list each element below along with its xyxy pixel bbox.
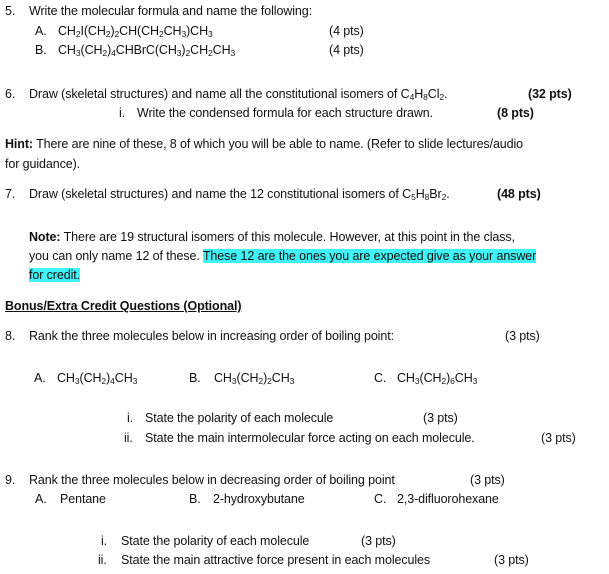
- q9-i-points: (3 pts): [361, 534, 396, 548]
- q5a-formula: $CH_2I(CH_2)_2CH(CH_2CH_3)CH_3$: [58, 24, 213, 39]
- q8-i-number: i.: [127, 411, 134, 425]
- q9a-text: Pentane: [60, 492, 106, 506]
- q8a-formula: $CH_3(CH_2)_4CH_3$: [57, 371, 138, 386]
- q7-text: Draw (skeletal structures) and name the 12 constitutional isomers of $C_5H_8Br_2$.: [29, 187, 450, 202]
- q8-ii-points: (3 pts): [541, 431, 576, 445]
- q8-i-points: (3 pts): [423, 411, 458, 425]
- q5-number: 5.: [5, 4, 16, 18]
- q8c-formula: $CH_3(CH_2)_6CH_3$: [397, 371, 478, 386]
- q8-ii-text: State the main intermolecular force acting on each molecule.: [145, 431, 475, 445]
- q9b-text: 2-hydroxybutane: [213, 492, 305, 506]
- q9-number: 9.: [5, 473, 16, 487]
- q8c-letter: C.: [374, 371, 387, 385]
- q6-sub-text: Write the condensed formula for each structure drawn.: [137, 106, 434, 120]
- note-line-1: Note: There are 19 structural isomers of this molecule. However, at this point in the class,: [29, 230, 515, 244]
- q9-i-number: i.: [101, 534, 108, 548]
- q8-points: (3 pts): [505, 329, 540, 343]
- q8-i-text: State the polarity of each molecule: [145, 411, 334, 425]
- note-label: Note:: [29, 230, 61, 244]
- note-line-2: you can only name 12 of these. These 12 are the ones you are expected give as your answer: [29, 249, 537, 263]
- bonus-heading: Bonus/Extra Credit Questions (Optional): [5, 299, 242, 313]
- q6-number: 6.: [5, 87, 16, 101]
- q9c-text: 2,3-difluorohexane: [397, 492, 499, 506]
- q5-text: Write the molecular formula and name the following:: [29, 4, 313, 18]
- q8a-letter: A.: [34, 371, 46, 385]
- q7-number: 7.: [5, 187, 16, 201]
- q9-ii-number: ii.: [98, 553, 107, 567]
- hint-label: Hint:: [5, 137, 33, 151]
- q6-points: (32 pts): [528, 87, 572, 101]
- q6-text: Draw (skeletal structures) and name all the constitutional isomers of $C_4H_8Cl_2$.: [29, 87, 448, 102]
- q9-i-text: State the polarity of each molecule: [121, 534, 310, 548]
- q9a-letter: A.: [35, 492, 47, 506]
- q9-ii-points: (3 pts): [494, 553, 529, 567]
- q8-text: Rank the three molecules below in increasing order of boiling point:: [29, 329, 394, 343]
- q9-ii-text: State the main attractive force present in each molecules: [121, 553, 431, 567]
- q9b-letter: B.: [189, 492, 201, 506]
- q5a-letter: A.: [35, 24, 47, 38]
- note-highlight-1: These 12 are the ones you are expected give as your answer: [202, 249, 537, 263]
- q9-points: (3 pts): [470, 473, 505, 487]
- q6-sub-points: (8 pts): [497, 106, 534, 120]
- q5a-points: (4 pts): [329, 24, 364, 38]
- q8-number: 8.: [5, 329, 16, 343]
- q8-ii-number: ii.: [124, 431, 133, 445]
- note-line-3: [29, 268, 80, 283]
- q6-sub-number: i.: [119, 106, 126, 120]
- hint-line-2: for guidance).: [5, 157, 81, 171]
- q8b-letter: B.: [189, 371, 201, 385]
- q8b-formula: $CH_3(CH_2)_2CH_3$: [214, 371, 295, 386]
- q5b-points: (4 pts): [329, 43, 364, 57]
- hint-line-1: Hint: There are nine of these, 8 of which you will be able to name. (Refer to slide lectures/audio: [5, 137, 524, 151]
- q7-points: (48 pts): [497, 187, 541, 201]
- note-highlight-2: for credit.: [29, 268, 80, 282]
- q5b-formula: $CH_3(CH_2)_4CHBrC(CH_3)_2CH_2CH_3$: [58, 43, 236, 58]
- q9c-letter: C.: [374, 492, 387, 506]
- q9-text: Rank the three molecules below in decreasing order of boiling point: [29, 473, 395, 487]
- q5b-letter: B.: [35, 43, 47, 57]
